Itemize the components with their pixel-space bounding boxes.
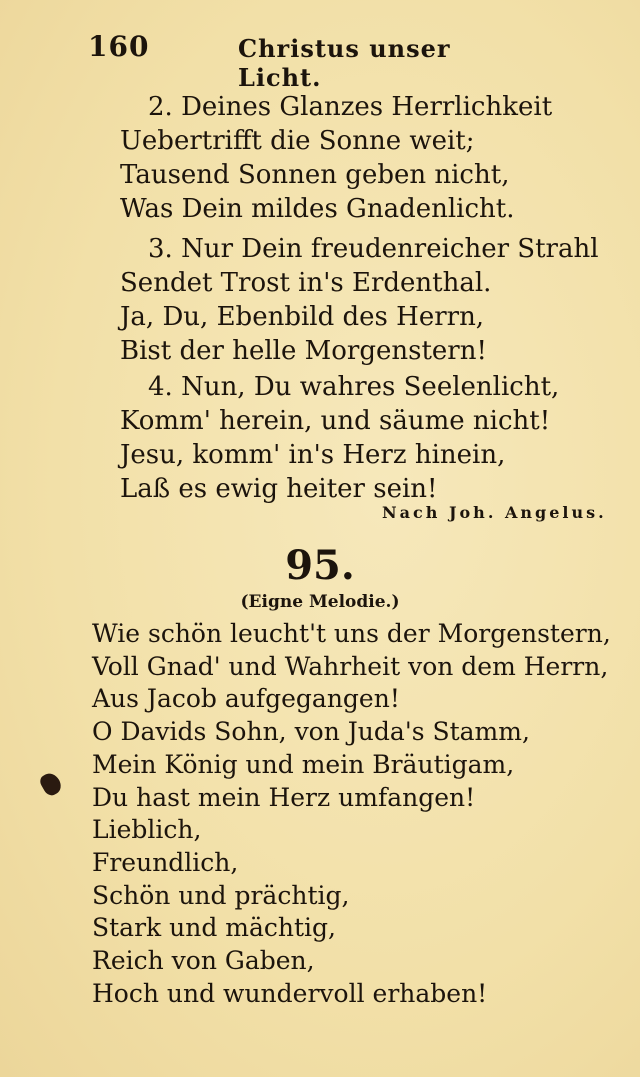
ink-blot-mark	[38, 770, 65, 798]
hymn-line: Wie schön leucht't uns der Morgenstern,	[92, 619, 611, 648]
page-header	[88, 30, 490, 92]
verse-line: 4. Nun, Du wahres Seelenlicht,	[148, 372, 560, 402]
verse-line: Bist der helle Morgenstern!	[120, 336, 487, 366]
hymn-line: Schön und prächtig,	[92, 880, 350, 910]
hymn-line: Voll Gnad' und Wahrheit von dem Herrn,	[92, 651, 609, 681]
stanza-4	[120, 370, 570, 506]
verse-line: Was Dein mildes Gnadenlicht.	[120, 194, 515, 224]
stanza-3	[120, 232, 599, 368]
attribution: Nach Joh. Angelus.	[382, 503, 607, 522]
running-title: Christus unser Licht.	[238, 34, 451, 92]
verse-line: Jesu, komm' in's Herz hinein,	[120, 440, 506, 470]
stanza-2	[120, 90, 570, 226]
hymn-line: Aus Jacob aufgegangen!	[92, 684, 400, 714]
page-number: 160	[88, 30, 150, 63]
verse-line: Sendet Trost in's Erdenthal.	[120, 268, 492, 298]
verse-line: Tausend Sonnen geben nicht,	[120, 160, 510, 190]
hymn-line: O Davids Sohn, von Juda's Stamm,	[92, 717, 530, 747]
verse-line: Ja, Du, Ebenbild des Herrn,	[120, 302, 485, 332]
verse-line: Laß es ewig heiter sein!	[120, 474, 438, 504]
hymn-line: Freundlich,	[92, 847, 239, 877]
hymn-line: Reich von Gaben,	[92, 946, 315, 976]
verse-line: Komm' herein, und säume nicht!	[120, 406, 551, 436]
hymn-line: Mein König und mein Bräutigam,	[92, 749, 515, 779]
verse-line: Uebertrifft die Sonne weit;	[120, 126, 475, 156]
hymn-line: Stark und mächtig,	[92, 913, 336, 943]
hymn-95-text	[92, 618, 622, 1010]
hymn-line: Lieblich,	[92, 815, 202, 845]
verse-line: 2. Deines Glanzes Herrlichkeit	[148, 92, 553, 122]
hymn-line: Du hast mein Herz umfangen!	[92, 782, 476, 812]
melody-note: (Eigne Melodie.)	[240, 592, 400, 612]
hymn-line: Hoch und wundervoll erhaben!	[92, 978, 488, 1008]
hymn-number: 95.	[285, 542, 355, 589]
verse-line: 3. Nur Dein freudenreicher Strahl	[148, 234, 599, 264]
